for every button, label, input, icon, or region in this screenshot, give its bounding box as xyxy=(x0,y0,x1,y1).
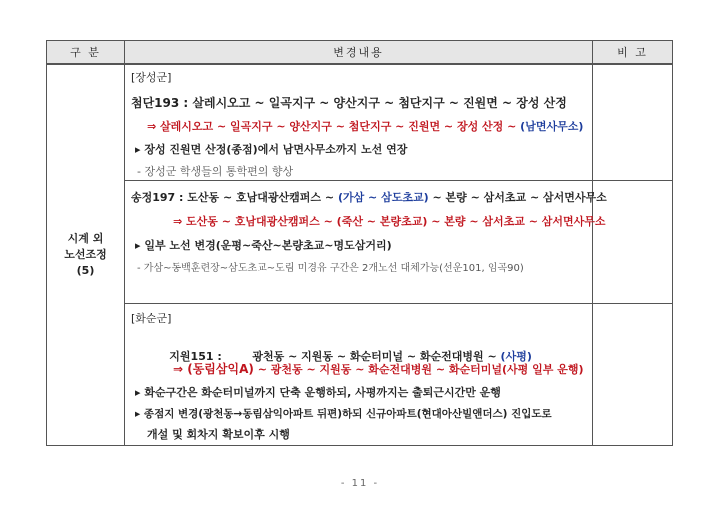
category-line2: 노선조정 xyxy=(64,248,107,261)
remarks-section-1 xyxy=(593,65,672,181)
category-line1: 시계 외 xyxy=(67,232,104,245)
new-route-line: ⇒ 도산동 ~ 호남대광산캠퍼스 ~ (죽산 ~ 본량초교) ~ 본량 ~ 삼서초교 ~ 삼서면사무소 xyxy=(173,215,606,228)
bullet-line-2-cont: 개설 및 회차지 확보이후 시행 xyxy=(147,428,290,441)
route-line: 지원151 : 광천동 ~ 지원동 ~ 화순터미널 ~ 화순전대병원 ~ (사평) xyxy=(169,350,532,363)
section-hwasun xyxy=(125,304,592,445)
header-remarks: 비 고 xyxy=(593,41,673,65)
category-line3: (5) xyxy=(76,264,95,277)
section-songjeong xyxy=(125,181,607,304)
route-line: 송정197 : 도산동 ~ 호남대광산캠퍼스 ~ (가삼 ~ 삼도초교) ~ 본량 ~ 삼서초교 ~ 삼서면사무소 xyxy=(131,191,607,204)
note-line: - 가삼~동백훈련장~삼도초교~도림 미경유 구간은 2개노선 대체가능(선운101, 임곡90) xyxy=(137,263,524,274)
header-category: 구 분 xyxy=(47,41,125,65)
region-label: [장성군] xyxy=(131,71,172,84)
new-route-line: ⇒ (동림삼익A) ~ 광천동 ~ 지원동 ~ 화순전대병원 ~ 화순터미널(사평 일부 운행) xyxy=(173,362,584,376)
bullet-line: ▸ 일부 노선 변경(운평~죽산~본량초교~명도삼거리) xyxy=(135,239,392,252)
note-line: - 장성군 학생들의 통학편의 향상 xyxy=(137,165,294,178)
bullet-line: ▸ 화순구간은 화순터미널까지 단축 운행하되, 사평까지는 출퇴근시간만 운행 xyxy=(135,386,501,399)
new-route-line: ⇒ 살레시오고 ~ 일곡지구 ~ 양산지구 ~ 첨단지구 ~ 진원면 ~ 장성 산정 ~ (남면사무소) xyxy=(147,120,584,133)
bullet-line: ▸ 장성 진원면 산정(종점)에서 남면사무소까지 노선 연장 xyxy=(135,143,408,156)
section-jangseong xyxy=(125,65,592,181)
route-line: 첨단193 : 살레시오고 ~ 일곡지구 ~ 양산지구 ~ 첨단지구 ~ 진원면 ~ 장성 산정 xyxy=(131,96,567,110)
region-label: [화순군] xyxy=(131,312,172,325)
remarks-cell xyxy=(593,64,673,446)
bullet-line-2: ▸ 종점지 변경(광천동→동림삼익아파트 뒤편)하되 신규아파트(현대아산빌앤더스) 진입도로 xyxy=(135,408,552,420)
route-change-table xyxy=(46,40,673,446)
remarks-section-3 xyxy=(593,304,672,445)
changes-cell xyxy=(125,64,607,446)
category-cell xyxy=(47,64,125,446)
page-number: - 11 - xyxy=(340,478,380,489)
remarks-section-2 xyxy=(593,181,672,304)
header-changes: 변경내용 xyxy=(125,41,593,65)
